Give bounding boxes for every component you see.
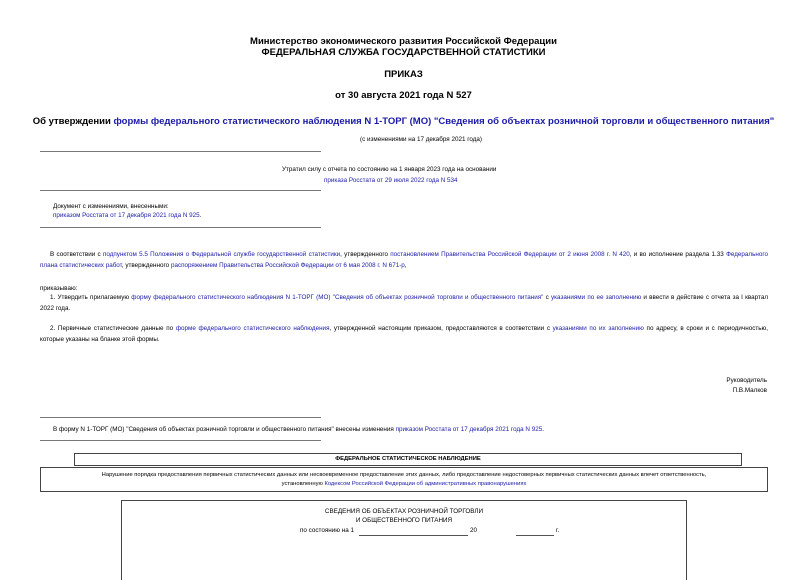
changes-line: приказом Росстата от 17 декабря 2021 года N 925.	[53, 212, 202, 219]
report-title-line-1: СВЕДЕНИЯ ОБ ОБЪЕКТАХ РОЗНИЧНОЙ ТОРГОВЛИ	[324, 508, 484, 515]
divider	[40, 417, 321, 418]
signature-role: Руководитель	[726, 377, 767, 384]
form-change-note: В форму N 1-ТОРГ (МО) "Сведения об объектах розничной торговли и общественного питания" внесены изменения приказом Росстата от 17 декабря 2021 года N 925.	[53, 426, 544, 433]
report-title-line-2: И ОБЩЕСТВЕННОГО ПИТАНИЯ	[355, 517, 453, 524]
form-warning-line-2: установленную Кодексом Российской Федерации об административных правонарушениях	[281, 481, 527, 487]
statistical-plan-link[interactable]: Федерального плана статистических работ	[40, 251, 768, 269]
regulation-link[interactable]: подпунктом 5.5 Положения о Федеральной службе государственной статистики	[102, 251, 341, 258]
form-banner-title: ФЕДЕРАЛЬНОЕ СТАТИСТИЧЕСКОЕ НАБЛЮДЕНИЕ	[335, 456, 481, 462]
year-prefix: 20	[470, 527, 478, 534]
signature-name: П.В.Малков	[732, 387, 767, 394]
form-banner	[74, 453, 742, 466]
form-warning-box	[40, 467, 768, 492]
amended-note: (с изменениями на 17 декабря 2021 года)	[360, 136, 483, 143]
form-observation-link[interactable]: форме федерального статистического наблюдения	[175, 325, 330, 332]
year-field[interactable]	[516, 535, 554, 536]
government-decree-link[interactable]: постановлением Правительства Российской Федерации от 2 июня 2008 г. N 420	[390, 251, 630, 258]
ministry-name: Министерство экономического развития Российской Федерации	[250, 36, 557, 47]
document-type: ПРИКАЗ	[384, 69, 423, 80]
month-field[interactable]	[359, 535, 468, 536]
order-item-1: 1. Утвердить прилагаемую форму федерального статистического наблюдения N 1-ТОРГ (МО) "Сведения об объектах розничной торговли и общественного питания" с указаниями по ее заполнению и ввести в действие с отчета за I квартал 2022 года.	[40, 294, 769, 312]
order-date-number: от 30 августа 2021 года N 527	[335, 90, 472, 101]
filling-instructions-link[interactable]: указаниями по их заполнению	[552, 325, 644, 332]
title-prefix: Об утверждении	[32, 116, 114, 127]
expired-notice-link[interactable]: приказа Росстата от 29 июля 2022 года N 534	[324, 177, 458, 184]
divider	[40, 190, 321, 191]
order-item-2: 2. Первичные статистические данные по форме федерального статистического наблюдения, утвержденной настоящим приказом, предоставляются в соответствии с указаниями по их заполнению по адресу, в сроки и с периодичностью, которые указаны на бланке этой формы.	[40, 325, 768, 343]
service-name: ФЕДЕРАЛЬНАЯ СЛУЖБА ГОСУДАРСТВЕННОЙ СТАТИСТИКИ	[261, 47, 546, 58]
order-word: приказываю:	[40, 285, 78, 292]
divider	[40, 440, 321, 441]
form-link[interactable]: форму федерального статистического наблюдения N 1-ТОРГ (МО) "Сведения об объектах розничной торговли и общественного питания"	[131, 294, 544, 301]
admin-code-link[interactable]: Кодексом Российской Федерации об административных правонарушениях	[324, 481, 527, 487]
divider	[40, 227, 321, 228]
government-order-link[interactable]: распоряжением Правительства Российской Федерации от 6 мая 2008 г. N 671-р	[170, 261, 405, 269]
divider	[40, 151, 321, 152]
report-period-row	[122, 525, 686, 537]
form-warning-line-1: Нарушение порядка предоставления первичных статистических данных или несвоевременное предоставление этих данных, либо предоставление недостоверных первичных статистических данных влечет ответственность,	[101, 472, 707, 478]
changes-intro: Документ с изменениями, внесенными:	[53, 203, 169, 210]
changes-link[interactable]: приказом Росстата от 17 декабря 2021 года N 925	[53, 212, 200, 219]
title-form-link[interactable]: формы федерального статистического наблюдения N 1-ТОРГ (МО) "Сведения об объектах розничной торговли и общественного питания"	[113, 116, 775, 127]
form-change-link[interactable]: приказом Росстата от 17 декабря 2021 года N 925	[395, 426, 543, 433]
report-title-box	[121, 500, 687, 580]
document-title	[0, 116, 807, 127]
instructions-link[interactable]: указаниями по ее заполнению	[551, 294, 642, 301]
as-of-label: по состоянию на 1	[300, 527, 354, 534]
preamble-paragraph: В соответствии с подпунктом 5.5 Положения о Федеральной службе государственной статистики, утвержденного постановлением Правительства Российской Федерации от 2 июня 2008 г. N 420, и во исполнение раздела 1.33 Федерального плана статистических работ, утвержденного распоряжением Правительства Российской Федерации от 6 мая 2008 г. N 671-р,	[40, 251, 768, 269]
year-suffix: г.	[556, 527, 560, 534]
expired-notice-text: Утратил силу с отчета по состоянию на 1 января 2023 года на основании	[282, 166, 497, 173]
